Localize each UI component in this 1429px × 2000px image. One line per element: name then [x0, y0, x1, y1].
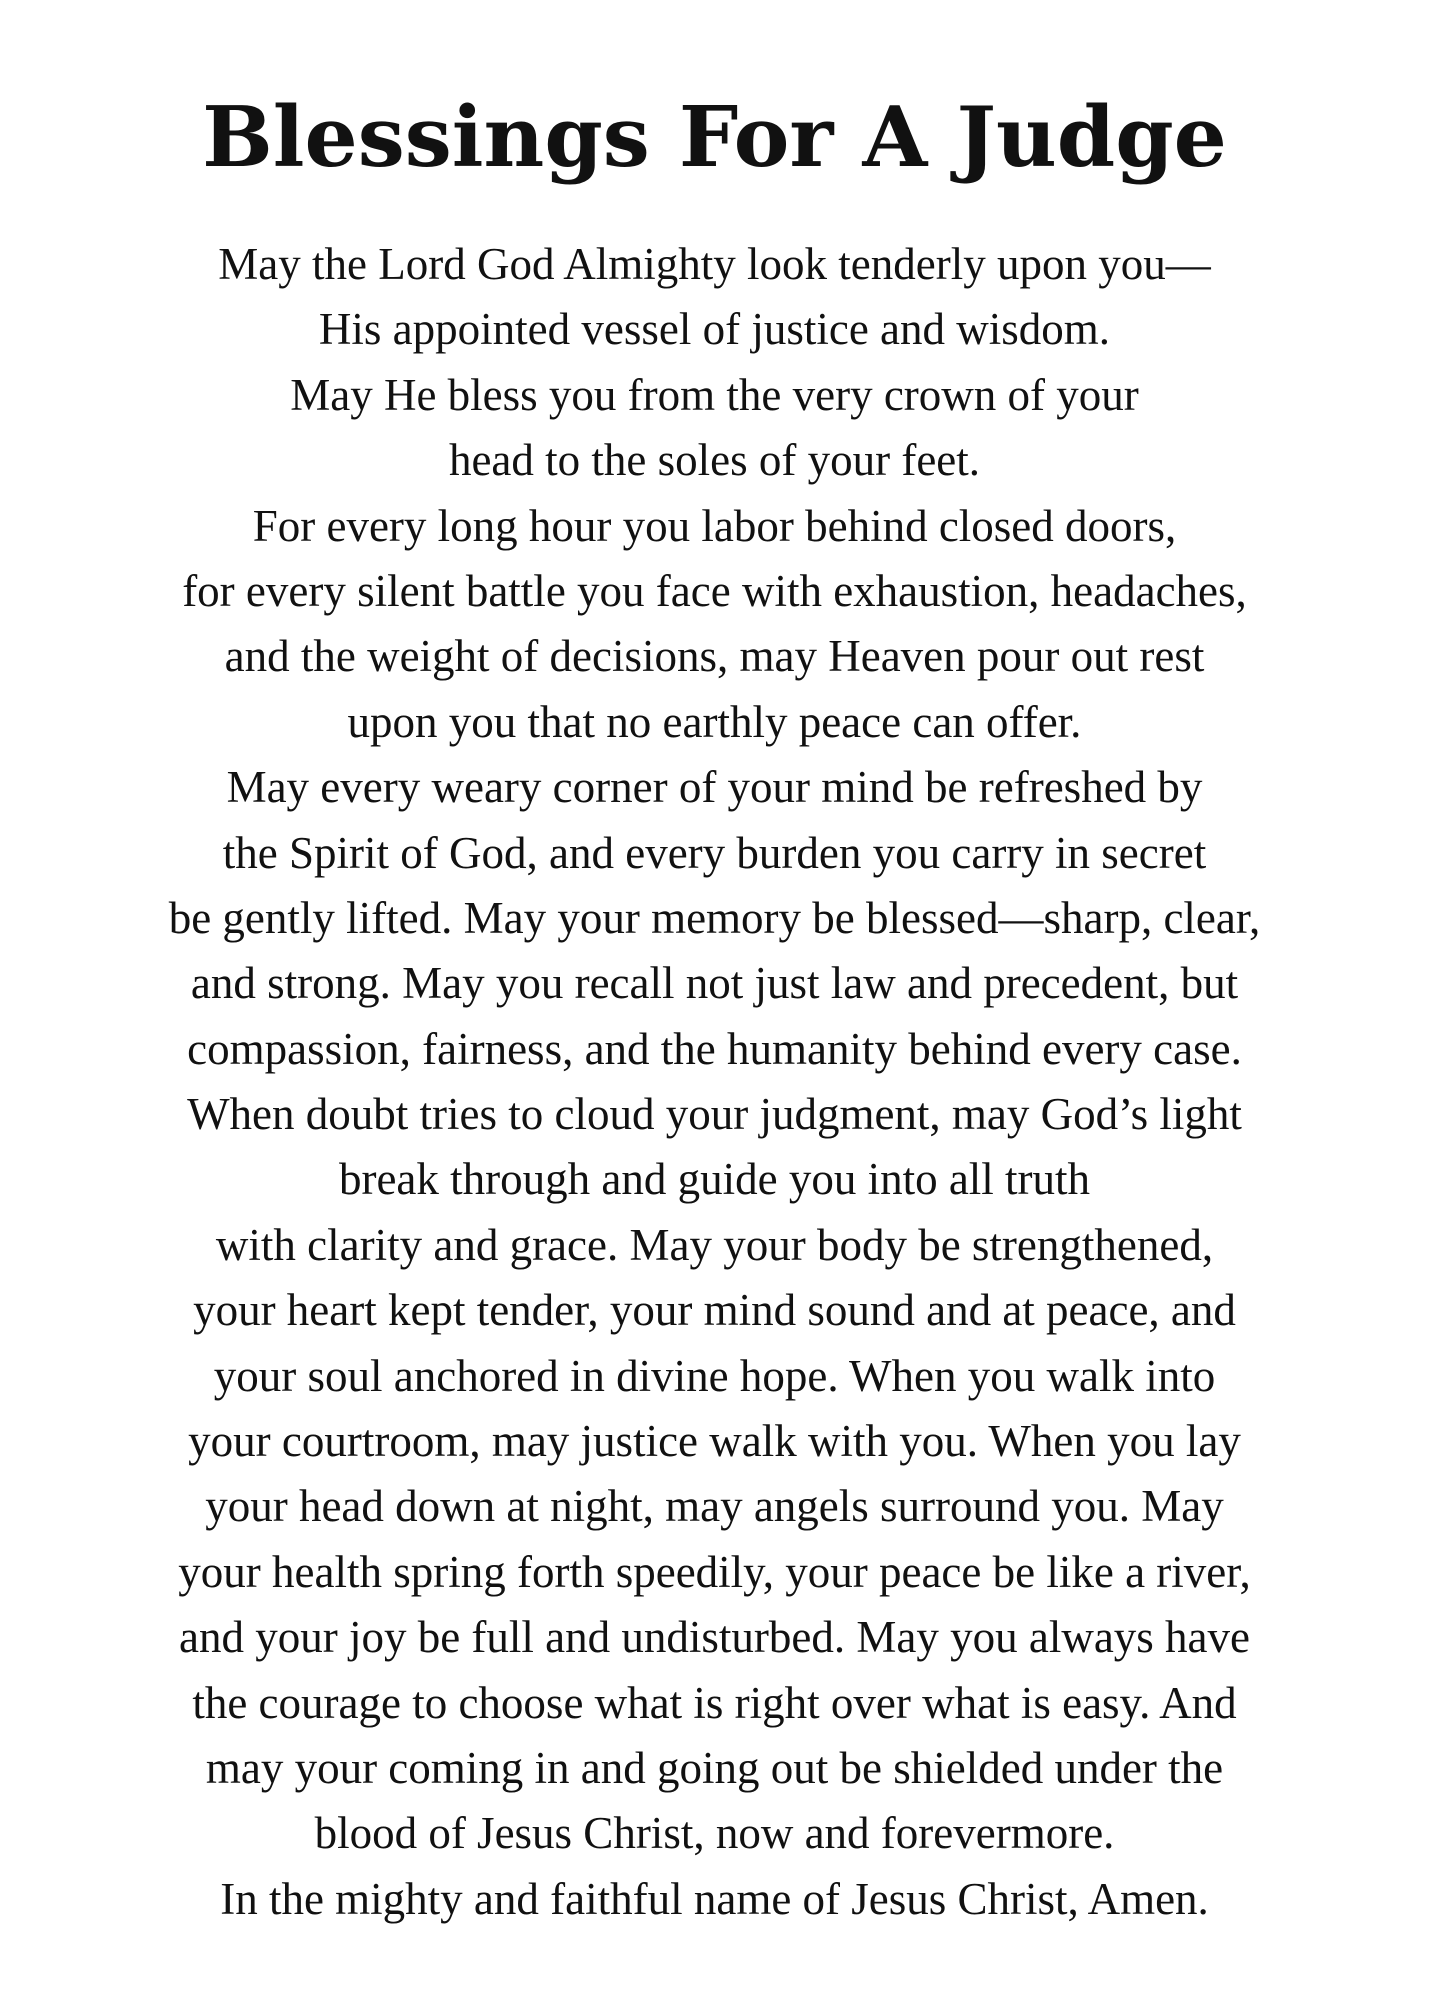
- text-line-10: the Spirit of God, and every burden you carry in secret: [222, 827, 1207, 878]
- text-line-5: For every long hour you labor behind closed doors,: [252, 500, 1177, 551]
- text-line-16: with clarity and grace. May your body be strengthened,: [215, 1219, 1214, 1270]
- text-line-24: may your coming in and going out be shielded under the: [205, 1742, 1224, 1793]
- text-line-20: your head down at night, may angels surround you. May: [205, 1481, 1224, 1532]
- text-line-9: May every weary corner of your mind be refreshed by: [226, 762, 1203, 813]
- text-line-12: and strong. May you recall not just law and precedent, but: [190, 958, 1239, 1009]
- page-title: Blessings For A Judge: [202, 88, 1227, 186]
- text-line-8: upon you that no earthly peace can offer.: [347, 696, 1082, 747]
- text-line-1: May the Lord God Almighty look tenderly upon you—: [218, 239, 1211, 289]
- text-line-7: and the weight of decisions, may Heaven pour out rest: [224, 631, 1205, 682]
- text-line-21: your health spring forth speedily, your peace be like a river,: [178, 1546, 1251, 1597]
- blessing-text: [0, 232, 1429, 1932]
- text-line-19: your courtroom, may justice walk with you. When you lay: [188, 1416, 1241, 1467]
- text-line-2: His appointed vessel of justice and wisdom.: [318, 304, 1111, 355]
- text-line-23: the courage to choose what is right over what is easy. And: [192, 1677, 1237, 1728]
- text-line-15: break through and guide you into all truth: [338, 1154, 1091, 1205]
- text-line-22: and your joy be full and undisturbed. May you always have: [178, 1612, 1250, 1663]
- text-line-25: blood of Jesus Christ, now and forevermore.: [314, 1808, 1115, 1859]
- text-line-14: When doubt tries to cloud your judgment, may God’s light: [187, 1089, 1242, 1140]
- text-line-26: In the mighty and faithful name of Jesus Christ, Amen.: [220, 1873, 1209, 1924]
- text-line-6: for every silent battle you face with exhaustion, headaches,: [182, 565, 1247, 616]
- text-line-3: May He bless you from the very crown of your: [290, 369, 1139, 420]
- text-line-13: compassion, fairness, and the humanity behind every case.: [187, 1023, 1242, 1074]
- text-line-4: head to the soles of your feet.: [448, 435, 981, 486]
- text-line-11: be gently lifted. May your memory be blessed—sharp, clear,: [168, 892, 1261, 943]
- text-line-17: your heart kept tender, your mind sound and at peace, and: [193, 1285, 1236, 1336]
- text-line-18: your soul anchored in divine hope. When you walk into: [213, 1350, 1216, 1401]
